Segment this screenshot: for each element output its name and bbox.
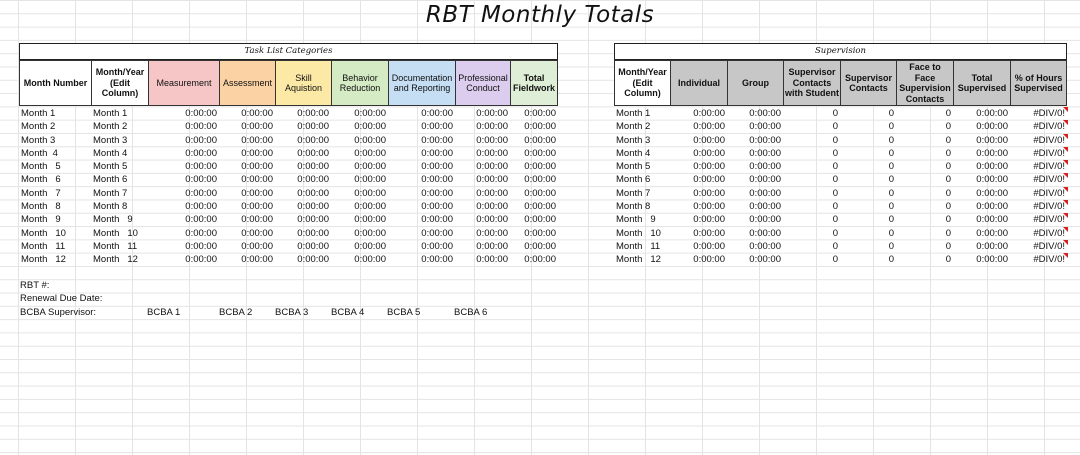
task-table-row	[19, 187, 558, 200]
task-cell[interactable]: 0:00:00	[524, 254, 556, 266]
supervision-cell[interactable]: 0:00:00	[693, 174, 725, 186]
supervision-cell[interactable]: 0	[888, 240, 894, 252]
task-header-assessment[interactable]: Assessment	[219, 60, 275, 106]
supervision-cell[interactable]: #DIV/0!	[1010, 120, 1067, 133]
task-table-row	[19, 213, 558, 226]
task-cell[interactable]: 0:00:00	[354, 201, 386, 213]
task-cell[interactable]: 0:00:00	[297, 108, 329, 119]
supervision-table-row	[614, 134, 1067, 147]
task-cell[interactable]: 0:00:00	[524, 174, 556, 186]
task-cell[interactable]: 0:00:00	[241, 227, 273, 239]
task-cell[interactable]: 0:00:00	[241, 240, 273, 252]
supervision-table-row	[614, 107, 1067, 120]
task-table-row	[19, 147, 558, 160]
supervision-header-group[interactable]: Group	[727, 60, 783, 106]
task-cell[interactable]: 0:00:00	[421, 254, 453, 266]
task-cell[interactable]: 0:00:00	[421, 201, 453, 213]
supervision-cell[interactable]: 0:00:00	[976, 214, 1008, 226]
supervision-cell[interactable]: 0:00:00	[693, 214, 725, 226]
supervision-header-total-supervised[interactable]: Total Supervised	[953, 60, 1010, 106]
task-table-row	[19, 160, 558, 173]
task-cell[interactable]: 0:00:00	[297, 134, 329, 146]
supervision-cell[interactable]: 0	[945, 254, 951, 266]
supervision-cell[interactable]: 0:00:00	[976, 147, 1008, 159]
supervision-cell[interactable]: 0	[888, 227, 894, 239]
supervision-cell[interactable]: 0	[945, 134, 951, 146]
supervision-table-row	[614, 147, 1067, 160]
task-cell[interactable]: 0:00:00	[476, 240, 508, 252]
task-cell[interactable]: 0:00:00	[185, 147, 217, 159]
task-cell[interactable]: 0:00:00	[241, 201, 273, 213]
task-cell[interactable]: Month 9	[21, 214, 61, 226]
task-cell[interactable]: 0:00:00	[354, 187, 386, 199]
bcba-item[interactable]: BCBA 3	[275, 306, 309, 318]
supervision-cell[interactable]: 0	[832, 108, 838, 119]
supervision-header-percent-supervised[interactable]: % of Hours Supervised	[1010, 60, 1067, 106]
supervision-cell[interactable]: 0	[945, 187, 951, 199]
task-header-behavior-reduction[interactable]: Behavior Reduction	[331, 60, 388, 106]
supervision-cell[interactable]: Month 10	[616, 227, 661, 239]
supervision-cell[interactable]: #DIV/0!	[1010, 134, 1067, 147]
supervision-cell[interactable]: 0	[945, 227, 951, 239]
supervision-cell[interactable]: 0	[945, 201, 951, 213]
task-cell[interactable]: 0:00:00	[421, 161, 453, 173]
task-cell[interactable]: Month 11	[21, 240, 66, 252]
task-cell[interactable]: 0:00:00	[476, 187, 508, 199]
bcba-supervisor-label: BCBA Supervisor:	[20, 306, 97, 318]
task-cell[interactable]: 0:00:00	[297, 161, 329, 173]
supervision-cell[interactable]: 0:00:00	[749, 201, 781, 213]
task-cell[interactable]: 0:00:00	[354, 121, 386, 133]
task-cell[interactable]: 0:00:00	[354, 174, 386, 186]
task-cell[interactable]: 0:00:00	[421, 214, 453, 226]
rbt-info-section	[20, 279, 509, 319]
supervision-cell[interactable]: 0:00:00	[693, 161, 725, 173]
supervision-cell[interactable]: 0:00:00	[693, 201, 725, 213]
supervision-cell[interactable]: 0:00:00	[749, 161, 781, 173]
task-cell[interactable]: 0:00:00	[421, 121, 453, 133]
bcba-item[interactable]: BCBA 6	[454, 306, 488, 318]
task-cell[interactable]: 0:00:00	[421, 147, 453, 159]
task-cell[interactable]: 0:00:00	[185, 214, 217, 226]
task-cell[interactable]: 0:00:00	[476, 174, 508, 186]
task-header-skill-acquisition[interactable]: Skill Aquistion	[275, 60, 331, 106]
task-cell[interactable]: Month 4	[93, 147, 128, 159]
supervision-cell[interactable]: 0	[888, 214, 894, 226]
supervision-cell[interactable]: Month 2	[616, 121, 651, 133]
supervision-cell[interactable]: 0:00:00	[976, 134, 1008, 146]
task-cell[interactable]: Month 10	[21, 227, 66, 239]
task-cell[interactable]: 0:00:00	[354, 147, 386, 159]
task-cell[interactable]: 0:00:00	[524, 134, 556, 146]
task-header-month-year[interactable]: Month/Year (Edit Column)	[91, 60, 148, 106]
task-cell[interactable]: Month 7	[93, 187, 128, 199]
bcba-list	[147, 306, 509, 319]
supervision-cell[interactable]: 0:00:00	[693, 254, 725, 266]
supervision-header-individual[interactable]: Individual	[670, 60, 727, 106]
task-cell[interactable]: Month 3	[21, 134, 56, 146]
supervision-cell[interactable]: 0	[945, 108, 951, 119]
supervision-cell[interactable]: 0	[888, 187, 894, 199]
supervision-header-month-year[interactable]: Month/Year (Edit Column)	[614, 60, 670, 106]
task-table-row	[19, 120, 558, 133]
supervision-cell[interactable]: #DIV/0!	[1010, 253, 1067, 266]
supervision-cell[interactable]: #DIV/0!	[1010, 187, 1067, 200]
task-cell[interactable]: 0:00:00	[297, 187, 329, 199]
task-cell[interactable]: Month 7	[21, 187, 61, 199]
supervision-header-row	[614, 60, 1067, 106]
supervision-header-supervisor-contacts[interactable]: Supervisor Contacts	[840, 60, 896, 106]
task-cell[interactable]: 0:00:00	[185, 108, 217, 119]
rbt-number-row[interactable]	[20, 279, 509, 292]
supervision-cell[interactable]: 0	[832, 201, 838, 213]
task-cell[interactable]: 0:00:00	[476, 227, 508, 239]
task-cell[interactable]: Month 12	[21, 254, 66, 266]
supervision-cell[interactable]: 0:00:00	[749, 108, 781, 119]
sheet-title: RBT Monthly Totals	[425, 2, 655, 28]
bcba-item[interactable]: BCBA 4	[331, 306, 365, 318]
supervision-cell[interactable]: 0	[945, 121, 951, 133]
task-cell[interactable]: 0:00:00	[241, 108, 273, 119]
task-cell[interactable]: 0:00:00	[297, 240, 329, 252]
task-cell[interactable]: 0:00:00	[241, 254, 273, 266]
supervision-cell[interactable]: Month 3	[616, 134, 651, 146]
supervision-cell[interactable]: 0	[832, 254, 838, 266]
supervision-cell[interactable]: 0:00:00	[976, 174, 1008, 186]
supervision-cell[interactable]: 0	[832, 214, 838, 226]
task-cell[interactable]: 0:00:00	[185, 201, 217, 213]
task-cell[interactable]: 0:00:00	[354, 254, 386, 266]
supervision-cell[interactable]: 0:00:00	[749, 121, 781, 133]
supervision-cell[interactable]: 0	[888, 147, 894, 159]
bcba-item[interactable]: BCBA 2	[219, 306, 253, 318]
supervision-cell[interactable]: Month 12	[616, 254, 661, 266]
task-table-row	[19, 134, 558, 147]
task-cell[interactable]: 0:00:00	[354, 134, 386, 146]
supervision-cell[interactable]: 0	[832, 147, 838, 159]
task-cell[interactable]: 0:00:00	[421, 187, 453, 199]
task-cell[interactable]: 0:00:00	[421, 174, 453, 186]
task-cell[interactable]: 0:00:00	[297, 147, 329, 159]
task-cell[interactable]: Month 10	[93, 227, 138, 239]
supervision-cell[interactable]: 0:00:00	[976, 254, 1008, 266]
bcba-item[interactable]: BCBA 5	[387, 306, 421, 318]
supervision-cell[interactable]: #DIV/0!	[1010, 200, 1067, 213]
task-cell[interactable]: 0:00:00	[421, 240, 453, 252]
supervision-cell[interactable]: #DIV/0!	[1010, 213, 1067, 226]
task-cell[interactable]: Month 11	[93, 240, 138, 252]
supervision-cell[interactable]: 0:00:00	[976, 161, 1008, 173]
supervision-cell[interactable]: 0	[832, 187, 838, 199]
supervision-cell[interactable]: 0:00:00	[976, 108, 1008, 119]
task-list-body	[19, 107, 558, 267]
supervision-table-row	[614, 200, 1067, 213]
task-cell[interactable]: 0:00:00	[185, 174, 217, 186]
supervision-cell[interactable]: 0:00:00	[749, 174, 781, 186]
supervision-cell[interactable]: Month 9	[616, 214, 656, 226]
supervision-table-row	[614, 253, 1067, 266]
supervision-table-row	[614, 213, 1067, 226]
supervision-table-row	[614, 227, 1067, 240]
task-cell[interactable]: Month 8	[93, 201, 128, 213]
task-cell[interactable]: 0:00:00	[297, 121, 329, 133]
supervision-cell[interactable]: 0:00:00	[749, 147, 781, 159]
task-table-row	[19, 173, 558, 186]
supervision-cell[interactable]: 0	[888, 134, 894, 146]
task-cell[interactable]: 0:00:00	[241, 161, 273, 173]
supervision-cell[interactable]: 0	[832, 174, 838, 186]
task-cell[interactable]: 0:00:00	[185, 134, 217, 146]
supervision-table-row	[614, 173, 1067, 186]
task-cell[interactable]: 0:00:00	[476, 134, 508, 146]
bcba-supervisor-row	[20, 306, 509, 319]
task-cell[interactable]: 0:00:00	[297, 254, 329, 266]
task-cell[interactable]: 0:00:00	[476, 201, 508, 213]
task-cell[interactable]: 0:00:00	[354, 214, 386, 226]
supervision-cell[interactable]: Month 4	[616, 147, 651, 159]
supervision-cell[interactable]: 0:00:00	[976, 187, 1008, 199]
task-cell[interactable]: 0:00:00	[476, 254, 508, 266]
supervision-cell[interactable]: 0:00:00	[693, 134, 725, 146]
supervision-cell[interactable]: 0:00:00	[976, 201, 1008, 213]
task-cell[interactable]: 0:00:00	[524, 147, 556, 159]
task-cell[interactable]: 0:00:00	[524, 240, 556, 252]
task-cell[interactable]: 0:00:00	[421, 108, 453, 119]
supervision-cell[interactable]: 0	[888, 201, 894, 213]
task-cell[interactable]: 0:00:00	[524, 108, 556, 119]
task-cell[interactable]: 0:00:00	[354, 227, 386, 239]
supervision-cell[interactable]: 0	[888, 254, 894, 266]
supervision-cell[interactable]: Month 8	[616, 201, 651, 213]
task-cell[interactable]: 0:00:00	[476, 161, 508, 173]
task-cell[interactable]: 0:00:00	[185, 121, 217, 133]
task-cell[interactable]: 0:00:00	[524, 214, 556, 226]
supervision-cell[interactable]: 0	[945, 147, 951, 159]
supervision-cell[interactable]: 0:00:00	[749, 240, 781, 252]
task-table-row	[19, 107, 558, 120]
task-cell[interactable]: 0:00:00	[241, 147, 273, 159]
supervision-cell[interactable]: #DIV/0!	[1010, 160, 1067, 173]
supervision-cell[interactable]: 0	[945, 240, 951, 252]
task-cell[interactable]: Month 2	[21, 121, 56, 133]
task-cell[interactable]: 0:00:00	[524, 227, 556, 239]
task-cell[interactable]: Month 4	[21, 147, 58, 159]
supervision-cell[interactable]: 0	[832, 134, 838, 146]
supervision-cell[interactable]: 0	[888, 108, 894, 119]
task-cell[interactable]: 0:00:00	[297, 174, 329, 186]
supervision-cell[interactable]: 0:00:00	[693, 108, 725, 119]
supervision-cell[interactable]: 0	[888, 121, 894, 133]
supervision-cell[interactable]: 0:00:00	[693, 187, 725, 199]
task-table-row	[19, 240, 558, 253]
task-cell[interactable]: 0:00:00	[354, 108, 386, 119]
supervision-cell[interactable]: Month 7	[616, 187, 651, 199]
task-table-row	[19, 253, 558, 266]
task-table-row	[19, 200, 558, 213]
task-cell[interactable]: 0:00:00	[524, 201, 556, 213]
supervision-header-supervisor-contacts-with-student[interactable]: Supervisor Contacts with Student	[783, 60, 840, 106]
supervision-cell[interactable]: 0:00:00	[976, 227, 1008, 239]
task-cell[interactable]: 0:00:00	[241, 187, 273, 199]
task-header-documentation-reporting[interactable]: Documentation and Reporting	[388, 60, 455, 106]
supervision-cell[interactable]: 0	[945, 214, 951, 226]
task-list-header-row	[19, 60, 558, 106]
task-cell[interactable]: 0:00:00	[421, 227, 453, 239]
supervision-cell[interactable]: Month 5	[616, 161, 651, 173]
supervision-table-row	[614, 240, 1067, 253]
supervision-table-row	[614, 160, 1067, 173]
supervision-cell[interactable]: 0:00:00	[693, 121, 725, 133]
task-cell[interactable]: Month 8	[21, 201, 61, 213]
supervision-cell[interactable]: #DIV/0!	[1010, 227, 1067, 240]
supervision-cell[interactable]: 0	[945, 174, 951, 186]
supervision-cell[interactable]: #DIV/0!	[1010, 173, 1067, 186]
task-list-group-header: Task List Categories	[19, 43, 558, 60]
supervision-cell[interactable]: #DIV/0!	[1010, 147, 1067, 160]
supervision-cell[interactable]: 0	[888, 161, 894, 173]
task-cell[interactable]: 0:00:00	[185, 227, 217, 239]
task-cell[interactable]: 0:00:00	[241, 134, 273, 146]
supervision-cell[interactable]: 0	[832, 227, 838, 239]
supervision-cell[interactable]: 0	[945, 161, 951, 173]
task-cell[interactable]: 0:00:00	[476, 121, 508, 133]
task-header-professional-conduct[interactable]: Professional Conduct	[455, 60, 510, 106]
supervision-header-face-to-face-contacts[interactable]: Face to Face Supervision Contacts	[896, 60, 953, 106]
supervision-cell[interactable]: Month 1	[616, 108, 651, 119]
supervision-cell[interactable]: 0:00:00	[749, 134, 781, 146]
task-table-row	[19, 227, 558, 240]
bcba-item[interactable]: BCBA 1	[147, 306, 181, 318]
renewal-due-label: Renewal Due Date:	[20, 293, 103, 305]
supervision-table-row	[614, 120, 1067, 133]
task-cell[interactable]: Month 5	[93, 161, 128, 173]
task-cell[interactable]: 0:00:00	[524, 187, 556, 199]
task-cell[interactable]: 0:00:00	[297, 227, 329, 239]
supervision-group-header: Supervision	[614, 43, 1067, 60]
task-cell[interactable]: 0:00:00	[297, 201, 329, 213]
task-cell[interactable]: 0:00:00	[354, 161, 386, 173]
task-cell[interactable]: 0:00:00	[241, 214, 273, 226]
task-cell[interactable]: 0:00:00	[476, 108, 508, 119]
renewal-row[interactable]	[20, 292, 509, 305]
supervision-cell[interactable]: 0:00:00	[749, 254, 781, 266]
task-cell[interactable]: 0:00:00	[524, 121, 556, 133]
supervision-cell[interactable]: 0:00:00	[693, 227, 725, 239]
supervision-cell[interactable]: 0:00:00	[749, 214, 781, 226]
supervision-cell[interactable]: 0	[832, 240, 838, 252]
task-cell[interactable]: 0:00:00	[241, 174, 273, 186]
task-cell[interactable]: Month 2	[93, 121, 128, 133]
task-cell[interactable]: Month 1	[21, 108, 56, 119]
supervision-cell[interactable]: 0:00:00	[976, 121, 1008, 133]
supervision-cell[interactable]: #DIV/0!	[1010, 107, 1067, 120]
supervision-cell[interactable]: 0	[888, 174, 894, 186]
task-header-measurement[interactable]: Measurement	[148, 60, 219, 106]
supervision-cell[interactable]: Month 11	[616, 240, 661, 252]
task-cell[interactable]: Month 5	[21, 161, 61, 173]
supervision-cell[interactable]: 0:00:00	[693, 240, 725, 252]
task-cell[interactable]: 0:00:00	[241, 121, 273, 133]
task-cell[interactable]: Month 1	[93, 108, 128, 119]
task-cell[interactable]: 0:00:00	[524, 161, 556, 173]
task-cell[interactable]: 0:00:00	[185, 240, 217, 252]
supervision-cell[interactable]: 0:00:00	[749, 227, 781, 239]
supervision-cell[interactable]: #DIV/0!	[1010, 240, 1067, 253]
rbt-number-label: RBT #:	[20, 280, 50, 291]
task-header-total-fieldwork[interactable]: Total Fieldwork	[510, 60, 558, 106]
task-cell[interactable]: 0:00:00	[185, 254, 217, 266]
task-cell[interactable]: Month 6	[21, 174, 61, 186]
task-cell[interactable]: 0:00:00	[354, 240, 386, 252]
supervision-cell[interactable]: 0:00:00	[749, 187, 781, 199]
task-cell[interactable]: 0:00:00	[297, 214, 329, 226]
task-cell[interactable]: 0:00:00	[185, 161, 217, 173]
task-cell[interactable]: 0:00:00	[421, 134, 453, 146]
supervision-cell[interactable]: 0:00:00	[976, 240, 1008, 252]
supervision-table-row	[614, 187, 1067, 200]
task-cell[interactable]: Month 3	[93, 134, 128, 146]
task-cell[interactable]: 0:00:00	[476, 147, 508, 159]
task-cell[interactable]: Month 6	[93, 174, 128, 186]
supervision-cell[interactable]: 0	[832, 121, 838, 133]
task-cell[interactable]: Month 9	[93, 214, 133, 226]
task-cell[interactable]: 0:00:00	[476, 214, 508, 226]
supervision-cell[interactable]: 0	[832, 161, 838, 173]
supervision-cell[interactable]: Month 6	[616, 174, 651, 186]
task-cell[interactable]: Month 12	[93, 254, 138, 266]
supervision-body	[614, 107, 1067, 267]
task-header-month-number[interactable]: Month Number	[19, 60, 91, 106]
task-cell[interactable]: 0:00:00	[185, 187, 217, 199]
supervision-cell[interactable]: 0:00:00	[693, 147, 725, 159]
